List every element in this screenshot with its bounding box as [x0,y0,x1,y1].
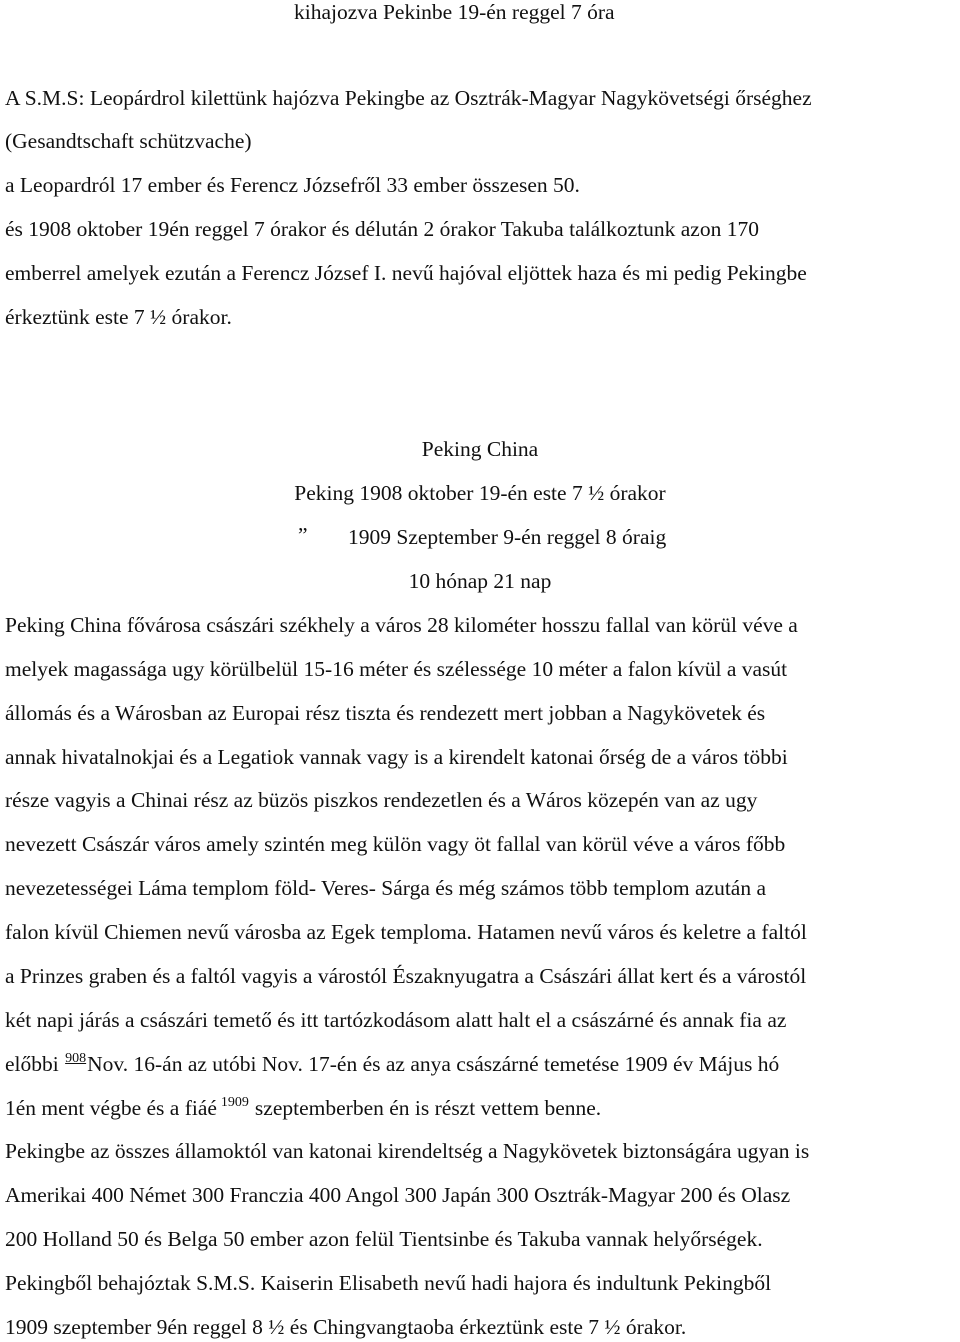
intro-line-5: emberrel amelyek ezután a Ferencz József I. nevű hajóval eljöttek haza és mi pedig Pekingbe [5,261,807,285]
body-line-13: Amerikai 400 Német 300 Franczia 400 Angol 300 Japán 300 Osztrák-Magyar 200 és Olasz [5,1183,791,1207]
duration-line: 10 hónap 21 nap [408,569,552,593]
body-line-3: állomás és a Wárosban az Europai rész tiszta és rendezett mert jobban a Nagykövetek és [5,701,766,725]
body-line-14: 200 Holland 50 és Belga 50 ember azon felül Tientsinbe és Takuba vannak helyőrségek. [5,1227,763,1251]
body-line-8: falon kívül Chiemen nevű városba az Egek temploma. Hatamen nevű város és keletre a faltól [5,920,807,944]
date-line-1: Peking 1908 oktober 19-én este 7 ½ órakor [294,481,666,505]
line-1909-after: szeptemberben én is részt vettem benne. [254,1096,602,1120]
body-line-1909 [5,1094,601,1122]
body-line-15: Pekingből behajóztak S.M.S. Kaiserin Elisabeth nevű hadi hajora és indultunk Pekingből [5,1271,772,1295]
line-1909-before: 1én ment végbe és a fiáé [5,1096,217,1120]
top-line: kihajozva Pekinbe 19-én reggel 7 óra [294,0,615,24]
intro-line-2: (Gesandtschaft schützvache) [5,129,252,153]
intro-line-4: és 1908 oktober 19én reggel 7 órakor és délután 2 órakor Takuba találkoztunk azon 170 [5,217,759,241]
body-line-1: Peking China fővárosa császári székhely a város 28 kilométer hosszu fallal van körül véve a [5,613,798,637]
section-title: Peking China [421,437,539,461]
body-line-16: 1909 szeptember 9én reggel 8 ½ és Chingvangtaoba érkeztünk este 7 ½ órakor. [5,1315,687,1339]
body-line-12: Pekingbe az összes államoktól van katonai kirendeltség a Nagykövetek biztonságára ugyan is [5,1139,810,1163]
intro-line-1: A S.M.S: Leopárdrol kilettünk hajózva Pekingbe az Osztrák-Magyar Nagykövetségi őrséghez [5,86,812,110]
intro-line-3: a Leopardról 17 ember és Ferencz Józsefről 33 ember összesen 50. [5,173,580,197]
body-line-5: része vagyis a Chinai rész az büzös piszkos rendezetlen és a Wáros közepén van az ugy [5,788,758,812]
body-line-10: két napi járás a császári temető és itt tartózkodásom alatt halt el a császárné és annak fia az [5,1008,787,1032]
date-line-2: 1909 Szeptember 9-én reggel 8 óraig [348,525,667,549]
body-line-4: annak hivatalnokjai és a Legatiok vannak vagy is a kirendelt katonai őrség de a város többi [5,745,788,769]
body-line-908 [5,1050,779,1078]
intro-line-6: érkeztünk este 7 ½ órakor. [5,305,232,329]
ditto-mark: ” [298,523,308,547]
body-line-7: nevezetességei Láma templom föld- Veres- Sárga és még számos több templom azután a [5,876,767,900]
body-line-9: a Prinzes graben és a faltól vagyis a várostól Északnyugatra a Császári állat kert és a várostól [5,964,807,988]
body-line-2: melyek magassága ugy körülbelül 15-16 méter és szélessége 10 méter a falon kívül a vasút [5,657,788,681]
body-line-6: nevezett Császár város amely szintén meg külön vagy öt fallal van körül véve a város főbb [5,832,786,856]
line-908-before: előbbi [5,1052,59,1076]
line-908-after: Nov. 16-án az utóbi Nov. 17-én és az anya császárné temetése 1909 év Május hó [87,1052,780,1076]
superscript-1909: 1909 [220,1095,249,1110]
superscript-908: 908 [65,1051,87,1066]
